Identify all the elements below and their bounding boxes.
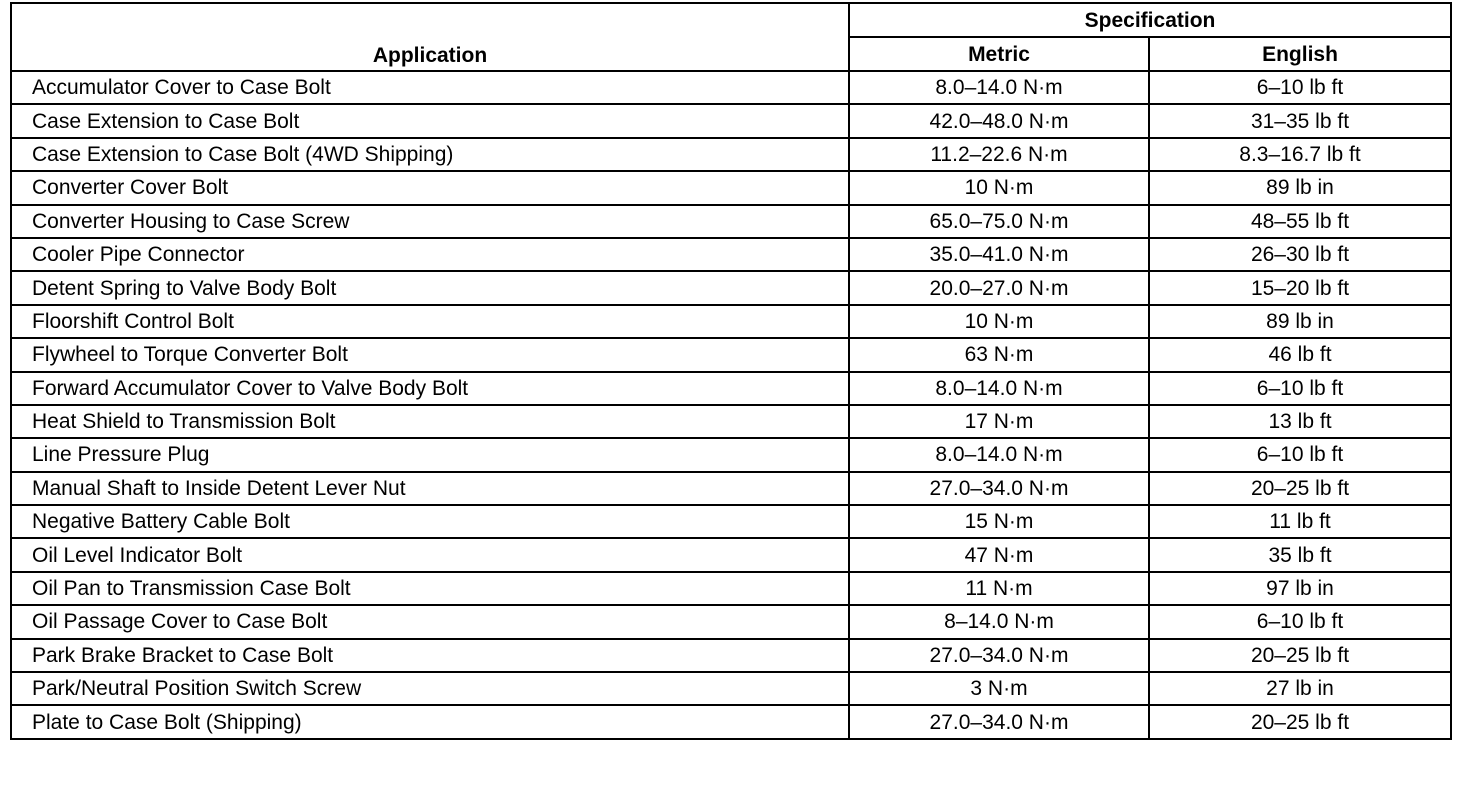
metric-column-header: Metric	[849, 37, 1149, 71]
metric-value-cell: 47 N·m	[849, 538, 1149, 571]
application-cell: Accumulator Cover to Case Bolt	[11, 71, 849, 104]
table-row	[11, 705, 1451, 738]
table-row	[11, 605, 1451, 638]
table-row	[11, 205, 1451, 238]
english-value-cell: 8.3–16.7 lb ft	[1149, 138, 1451, 171]
application-cell: Park Brake Bracket to Case Bolt	[11, 639, 849, 672]
english-value-cell: 20–25 lb ft	[1149, 705, 1451, 738]
application-cell: Oil Level Indicator Bolt	[11, 538, 849, 571]
english-value-cell: 11 lb ft	[1149, 505, 1451, 538]
table-row	[11, 372, 1451, 405]
application-cell: Flywheel to Torque Converter Bolt	[11, 338, 849, 371]
english-value-cell: 89 lb in	[1149, 305, 1451, 338]
application-cell: Manual Shaft to Inside Detent Lever Nut	[11, 472, 849, 505]
table-row	[11, 138, 1451, 171]
english-value-cell: 15–20 lb ft	[1149, 271, 1451, 304]
metric-value-cell: 17 N·m	[849, 405, 1149, 438]
application-cell: Plate to Case Bolt (Shipping)	[11, 705, 849, 738]
english-value-cell: 6–10 lb ft	[1149, 438, 1451, 471]
metric-value-cell: 10 N·m	[849, 305, 1149, 338]
application-cell: Negative Battery Cable Bolt	[11, 505, 849, 538]
table-row	[11, 672, 1451, 705]
metric-value-cell: 8–14.0 N·m	[849, 605, 1149, 638]
metric-value-cell: 8.0–14.0 N·m	[849, 372, 1149, 405]
english-value-cell: 89 lb in	[1149, 171, 1451, 204]
english-value-cell: 13 lb ft	[1149, 405, 1451, 438]
metric-value-cell: 8.0–14.0 N·m	[849, 71, 1149, 104]
table-row	[11, 472, 1451, 505]
table-header	[11, 3, 1451, 71]
application-cell: Case Extension to Case Bolt (4WD Shipping)	[11, 138, 849, 171]
table-row	[11, 104, 1451, 137]
application-cell: Park/Neutral Position Switch Screw	[11, 672, 849, 705]
english-value-cell: 20–25 lb ft	[1149, 472, 1451, 505]
table-body	[11, 71, 1451, 739]
english-value-cell: 27 lb in	[1149, 672, 1451, 705]
application-cell: Oil Passage Cover to Case Bolt	[11, 605, 849, 638]
english-value-cell: 31–35 lb ft	[1149, 104, 1451, 137]
table-row	[11, 538, 1451, 571]
metric-value-cell: 3 N·m	[849, 672, 1149, 705]
table-row	[11, 405, 1451, 438]
metric-value-cell: 8.0–14.0 N·m	[849, 438, 1149, 471]
table-row	[11, 505, 1451, 538]
metric-value-cell: 15 N·m	[849, 505, 1149, 538]
table-row	[11, 171, 1451, 204]
application-cell: Converter Housing to Case Screw	[11, 205, 849, 238]
table-row	[11, 639, 1451, 672]
metric-value-cell: 20.0–27.0 N·m	[849, 271, 1149, 304]
header-row-top	[11, 3, 1451, 37]
metric-value-cell: 10 N·m	[849, 171, 1149, 204]
english-value-cell: 6–10 lb ft	[1149, 605, 1451, 638]
metric-value-cell: 63 N·m	[849, 338, 1149, 371]
application-cell: Oil Pan to Transmission Case Bolt	[11, 572, 849, 605]
table-row	[11, 305, 1451, 338]
application-cell: Converter Cover Bolt	[11, 171, 849, 204]
english-value-cell: 48–55 lb ft	[1149, 205, 1451, 238]
english-value-cell: 6–10 lb ft	[1149, 372, 1451, 405]
metric-value-cell: 11 N·m	[849, 572, 1149, 605]
fastener-torque-spec-table	[10, 2, 1452, 740]
metric-value-cell: 27.0–34.0 N·m	[849, 472, 1149, 505]
metric-value-cell: 42.0–48.0 N·m	[849, 104, 1149, 137]
metric-value-cell: 35.0–41.0 N·m	[849, 238, 1149, 271]
application-cell: Line Pressure Plug	[11, 438, 849, 471]
table-row	[11, 572, 1451, 605]
application-cell: Forward Accumulator Cover to Valve Body Bolt	[11, 372, 849, 405]
english-value-cell: 20–25 lb ft	[1149, 639, 1451, 672]
table-row	[11, 71, 1451, 104]
table-row	[11, 438, 1451, 471]
metric-value-cell: 27.0–34.0 N·m	[849, 705, 1149, 738]
application-cell: Cooler Pipe Connector	[11, 238, 849, 271]
table-row	[11, 271, 1451, 304]
application-cell: Case Extension to Case Bolt	[11, 104, 849, 137]
table-row	[11, 338, 1451, 371]
english-value-cell: 46 lb ft	[1149, 338, 1451, 371]
english-value-cell: 35 lb ft	[1149, 538, 1451, 571]
specification-group-header: Specification	[849, 3, 1451, 37]
application-column-header: Application	[11, 3, 849, 71]
table-row	[11, 238, 1451, 271]
application-cell: Detent Spring to Valve Body Bolt	[11, 271, 849, 304]
application-cell: Floorshift Control Bolt	[11, 305, 849, 338]
application-cell: Heat Shield to Transmission Bolt	[11, 405, 849, 438]
metric-value-cell: 27.0–34.0 N·m	[849, 639, 1149, 672]
metric-value-cell: 65.0–75.0 N·m	[849, 205, 1149, 238]
english-value-cell: 6–10 lb ft	[1149, 71, 1451, 104]
english-column-header: English	[1149, 37, 1451, 71]
metric-value-cell: 11.2–22.6 N·m	[849, 138, 1149, 171]
english-value-cell: 26–30 lb ft	[1149, 238, 1451, 271]
english-value-cell: 97 lb in	[1149, 572, 1451, 605]
